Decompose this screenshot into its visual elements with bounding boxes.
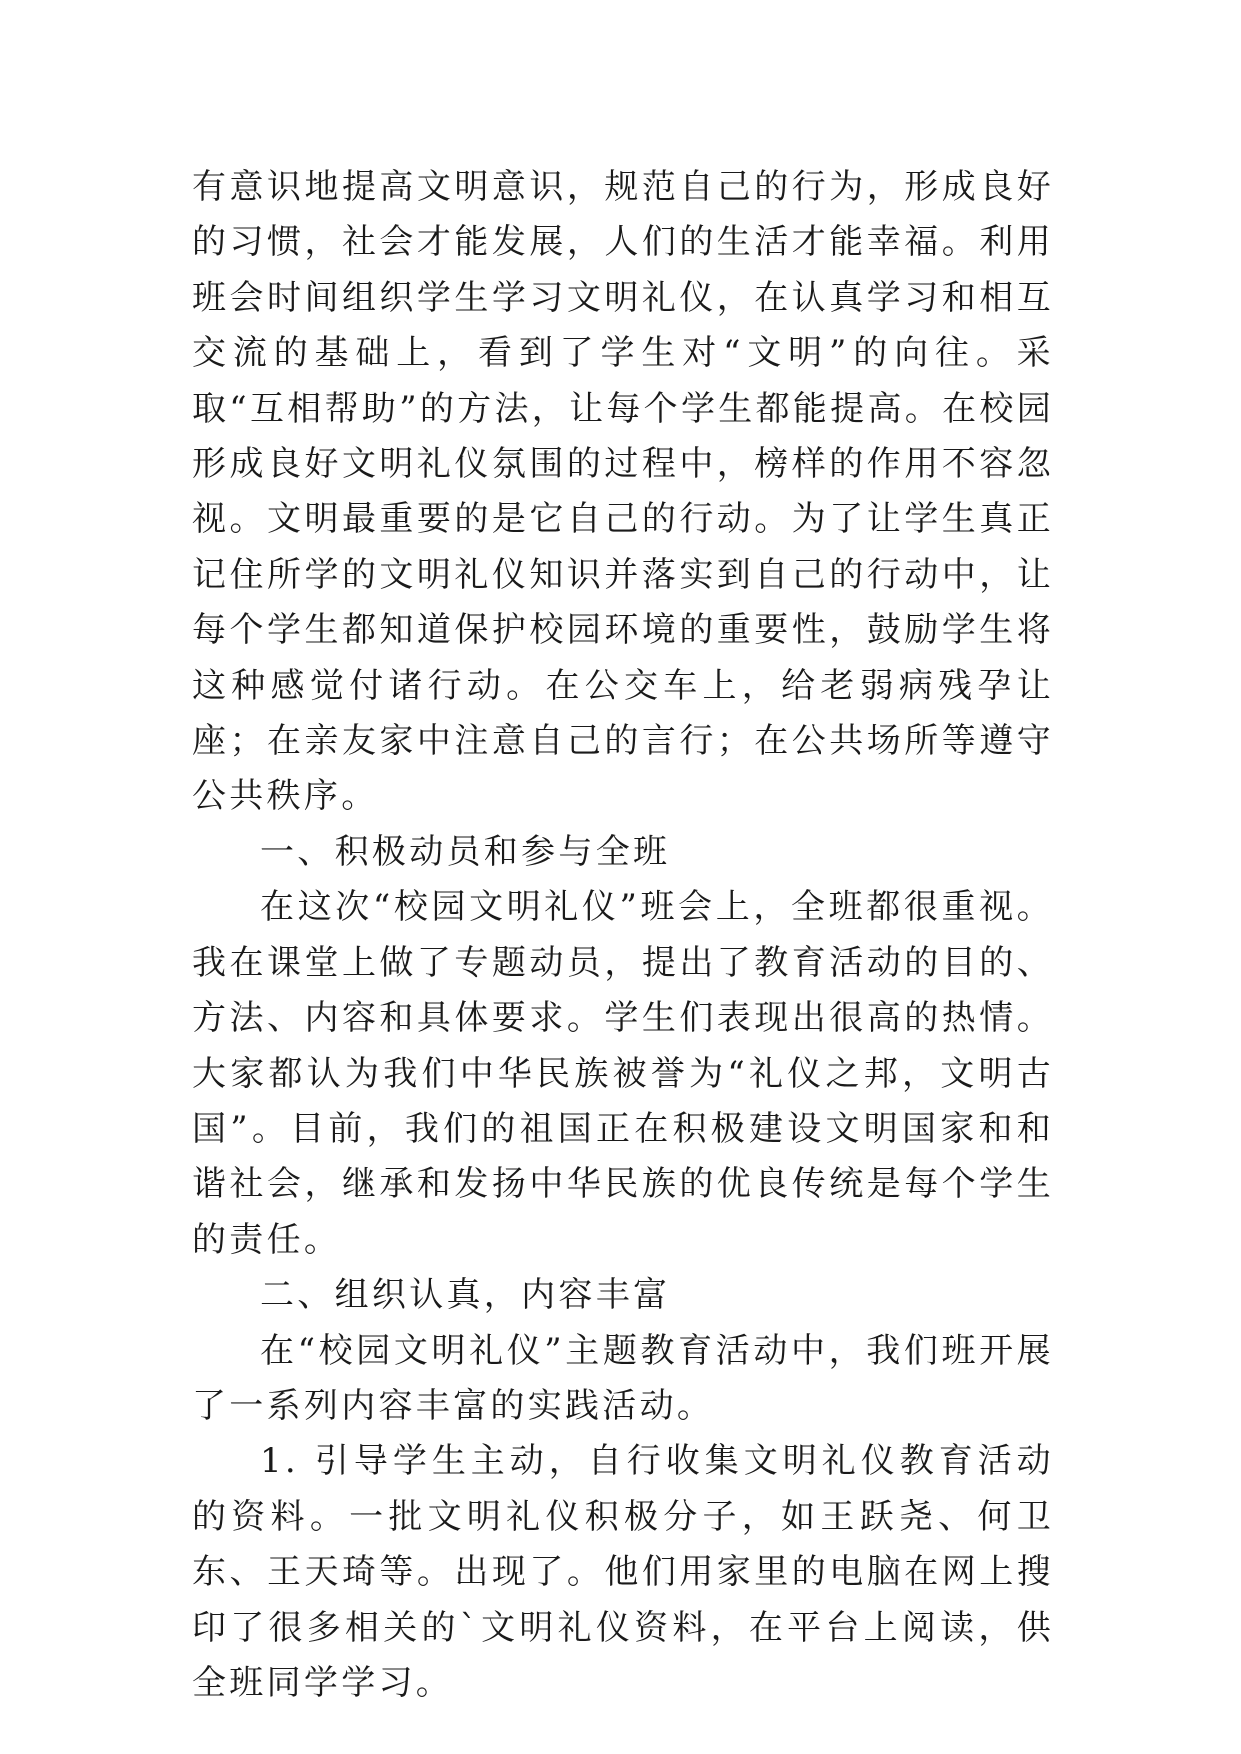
numbered-paragraph: 1. 引导学生主动，自行收集文明礼仪教育活动的资料。一批文明礼仪积极分子，如王跃尧、何卫东、王天琦等。出现了。他们用家里的电脑在网上搜印了很多相关的`文明礼仪资料，在平台上阅读，供全班同学学习。 xyxy=(192,1441,1054,1703)
paragraph: 在“校园文明礼仪”主题教育活动中，我们班开展了一系列内容丰富的实践活动。 xyxy=(192,1330,1054,1426)
paragraph-continuation: 有意识地提高文明意识，规范自己的行为，形成良好的习惯，社会才能发展，人们的生活才能幸福。利用班会时间组织学生学习文明礼仪，在认真学习和相互交流的基础上，看到了学生对“文明”的向往。采取“互相帮助”的方法，让每个学生都能提高。在校园形成良好文明礼仪氛围的过程中，榜样的作用不容忽视。文明最重要的是它自己的行动。为了让学生真正记住所学的文明礼仪知识并落实到自己的行动中，让每个学生都知道保护校园环境的重要性，鼓励学生将这种感觉付诸行动。在公交车上，给老弱病残孕让座；在亲友家中注意自己的言行；在公共场所等遵守公共秩序。 xyxy=(192,167,1054,817)
section-heading-1: 一、积极动员和参与全班 xyxy=(260,831,671,872)
paragraph: 在这次“校园文明礼仪”班会上，全班都很重视。我在课堂上做了专题动员，提出了教育活动的目的、方法、内容和具体要求。学生们表现出很高的热情。大家都认为我们中华民族被誉为“礼仪之邦，文明古国”。目前，我们的祖国正在积极建设文明国家和和谐社会，继承和发扬中华民族的优良传统是每个学生的责任。 xyxy=(192,887,1054,1260)
section-heading-2: 二、组织认真，内容丰富 xyxy=(260,1275,671,1316)
document-body xyxy=(192,160,1054,1711)
